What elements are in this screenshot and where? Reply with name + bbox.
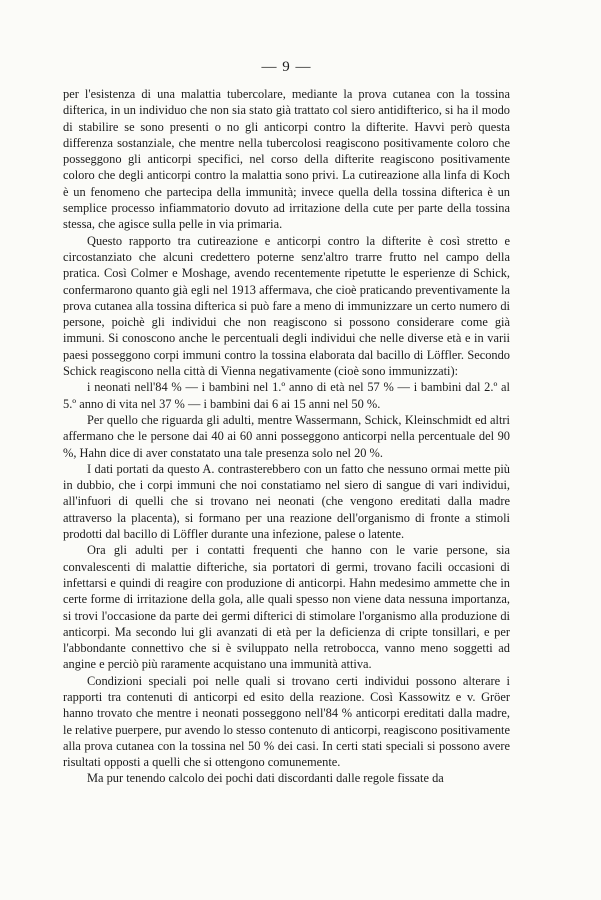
paragraph-7: Condizioni speciali poi nelle quali si trovano certi individui possono alterare i rapporti tra contenuti di anticorpi ed esito della reazione. Così Kassowitz e v. Gröer hanno trovato che mentre i neonati posseggono nell'84 % anticorpi ereditati dalla madre, le relative puerpere, pur avendo lo stesso contenuto di anticorpi, reagiscono positivamente alla prova cutanea con la tossina nel 50 % dei casi. In certi stati speciali si possono avere risultati opposti a quelli che si ottengono comunemente. <box>63 673 510 770</box>
paragraph-4: Per quello che riguarda gli adulti, mentre Wassermann, Schick, Kleinschmidt ed altri affermano che le persone dai 40 ai 60 anni posseggono anticorpi nella percentuale del 90 %, Hahn dice di aver constatato una tale presenza solo nel 20 %. <box>63 412 510 460</box>
body-text <box>63 86 510 787</box>
page-number: — 9 — <box>261 59 312 75</box>
paragraph-6: Ora gli adulti per i contatti frequenti che hanno con le varie persone, sia convalescenti di malattie difteriche, sia portatori di germi, trovano facili occasioni di infettarsi e quindi di reagire con produzione di anticorpi. Hahn medesimo ammette che in certe forme di irritazione della gola, alle quali spesso non viene data nessuna importanza, si trovi l'occasione da parte dei germi difterici di stimolare l'organismo alla produzione di anticorpi. Ma secondo lui gli avanzati di età per la deficienza di cripte tonsillari, e per l'abbondante connettivo che si è sviluppato nella retrobocca, vanno meno soggetti ad angine e perciò più raramente acquistano una immunità attiva. <box>63 543 510 672</box>
paragraph-3: i neonati nell'84 % — i bambini nel 1.º anno di età nel 57 % — i bambini dal 2.º al 5.º anno di vita nel 37 % — i bambini dai 6 ai 15 anni nel 50 %. <box>63 380 510 411</box>
paragraph-1: per l'esistenza di una malattia tubercolare, mediante la prova cutanea con la tossina difterica, in un individuo che non sia stato già trattato col siero antidifterico, si ha il modo di stabilire se sono presenti o no gli anticorpi contro la difterite. Havvi però questa differenza sostanziale, che mentre nella tubercolosi reagiscono positivamente coloro che posseggono gli anticorpi specifici, nel corso della difterite reagiscono positivamente coloro che degli anticorpi contro la malattia sono privi. La cutireazione alla linfa di Koch è un fenomeno che partecipa della immunità; invece quella della tossina difterica è un semplice processo infiammatorio dovuto ad irritazione della cute per parte della tossina stessa, che agisce sulla pelle in via primaria. <box>63 87 510 232</box>
paragraph-5: I dati portati da questo A. contrasterebbero con un fatto che nessuno ormai mette più in dubbio, che i corpi immuni che noi constatiamo nel siero di sangue di vari individui, all'infuori di quelli che si trovano nei neonati (che vengono ereditati dalla madre attraverso la placenta), si formano per una reazione dell'organismo di fronte a stimoli prodotti dal bacillo di Löffler durante una infezione, palese o latente. <box>63 461 510 542</box>
paragraph-2: Questo rapporto tra cutireazione e anticorpi contro la difterite è così stretto e circostanziato che alcuni credettero poterne senz'altro trarre frutto nel campo della pratica. Così Colmer e Moshage, avendo recentemente ripetutte le esperienze di Schick, confermarono quanto già egli nel 1913 affermava, che cioè praticando preventivamente la prova cutanea alla tossina difterica si può fare a meno di immunizzare un certo numero di persone, poichè gli individui che non reagiscono si possono considerare come già immuni. Si conoscono anche le percentuali degli individui che nelle diverse età e in varii paesi posseggono corpi immuni contro la tossina elaborata dal bacillo di Löffler. Secondo Schick reagiscono nella città di Vienna negativamente (cioè sono immunizzati): <box>63 233 510 379</box>
paragraph-8: Ma pur tenendo calcolo dei pochi dati discordanti dalle regole fissate da <box>87 771 444 786</box>
